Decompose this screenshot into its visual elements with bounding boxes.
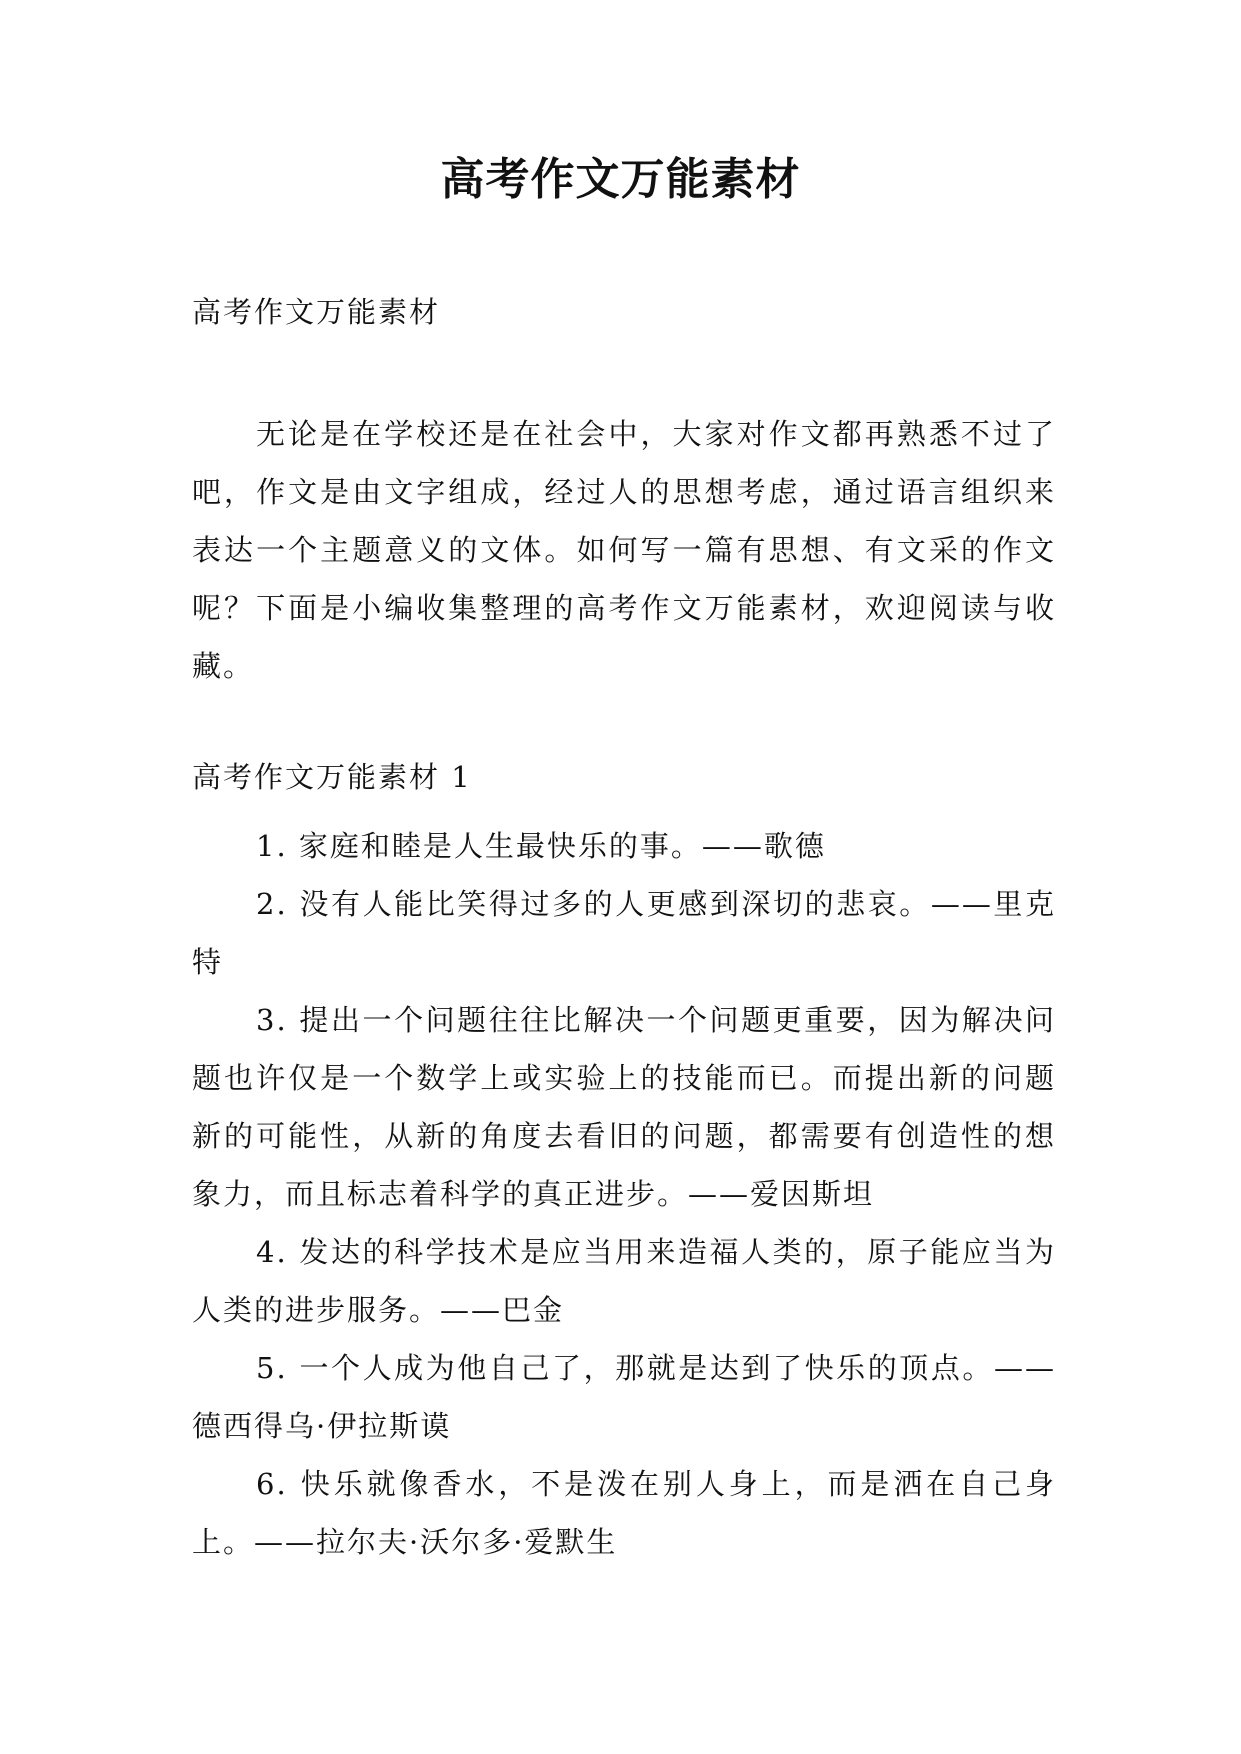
intro-paragraph: 无论是在学校还是在社会中，大家对作文都再熟悉不过了吧，作文是由文字组成，经过人的思想考虑，通过语言组织来表达一个主题意义的文体。如何写一篇有思想、有文采的作文呢？下面是小编收集整理的高考作文万能素材，欢迎阅读与收藏。 [192,417,1056,683]
document-subtitle: 高考作文万能素材 [192,295,441,329]
section-heading: 高考作文万能素材 1 [192,760,472,794]
quote-item: 1. 家庭和睦是人生最快乐的事。——歌德 [256,829,826,863]
quote-item: 3. 提出一个问题往往比解决一个问题更重要，因为解决问题也许仅是一个数学上或实验上的技能而已。而提出新的问题新的可能性，从新的角度去看旧的问题，都需要有创造性的想象力，而且标志着科学的真正进步。——爱因斯坦 [192,1003,1056,1211]
quote-item: 4. 发达的科学技术是应当用来造福人类的，原子能应当为人类的进步服务。——巴金 [192,1235,1056,1327]
quote-item: 5. 一个人成为他自己了，那就是达到了快乐的顶点。——德西得乌·伊拉斯谟 [192,1351,1056,1443]
quote-item: 2. 没有人能比笑得过多的人更感到深切的悲哀。——里克特 [192,887,1056,979]
document-title: 高考作文万能素材 [440,154,801,205]
quote-item: 6. 快乐就像香水，不是泼在别人身上，而是洒在自己身上。——拉尔夫·沃尔多·爱默生 [192,1467,1056,1559]
quote-list [192,817,1056,1571]
